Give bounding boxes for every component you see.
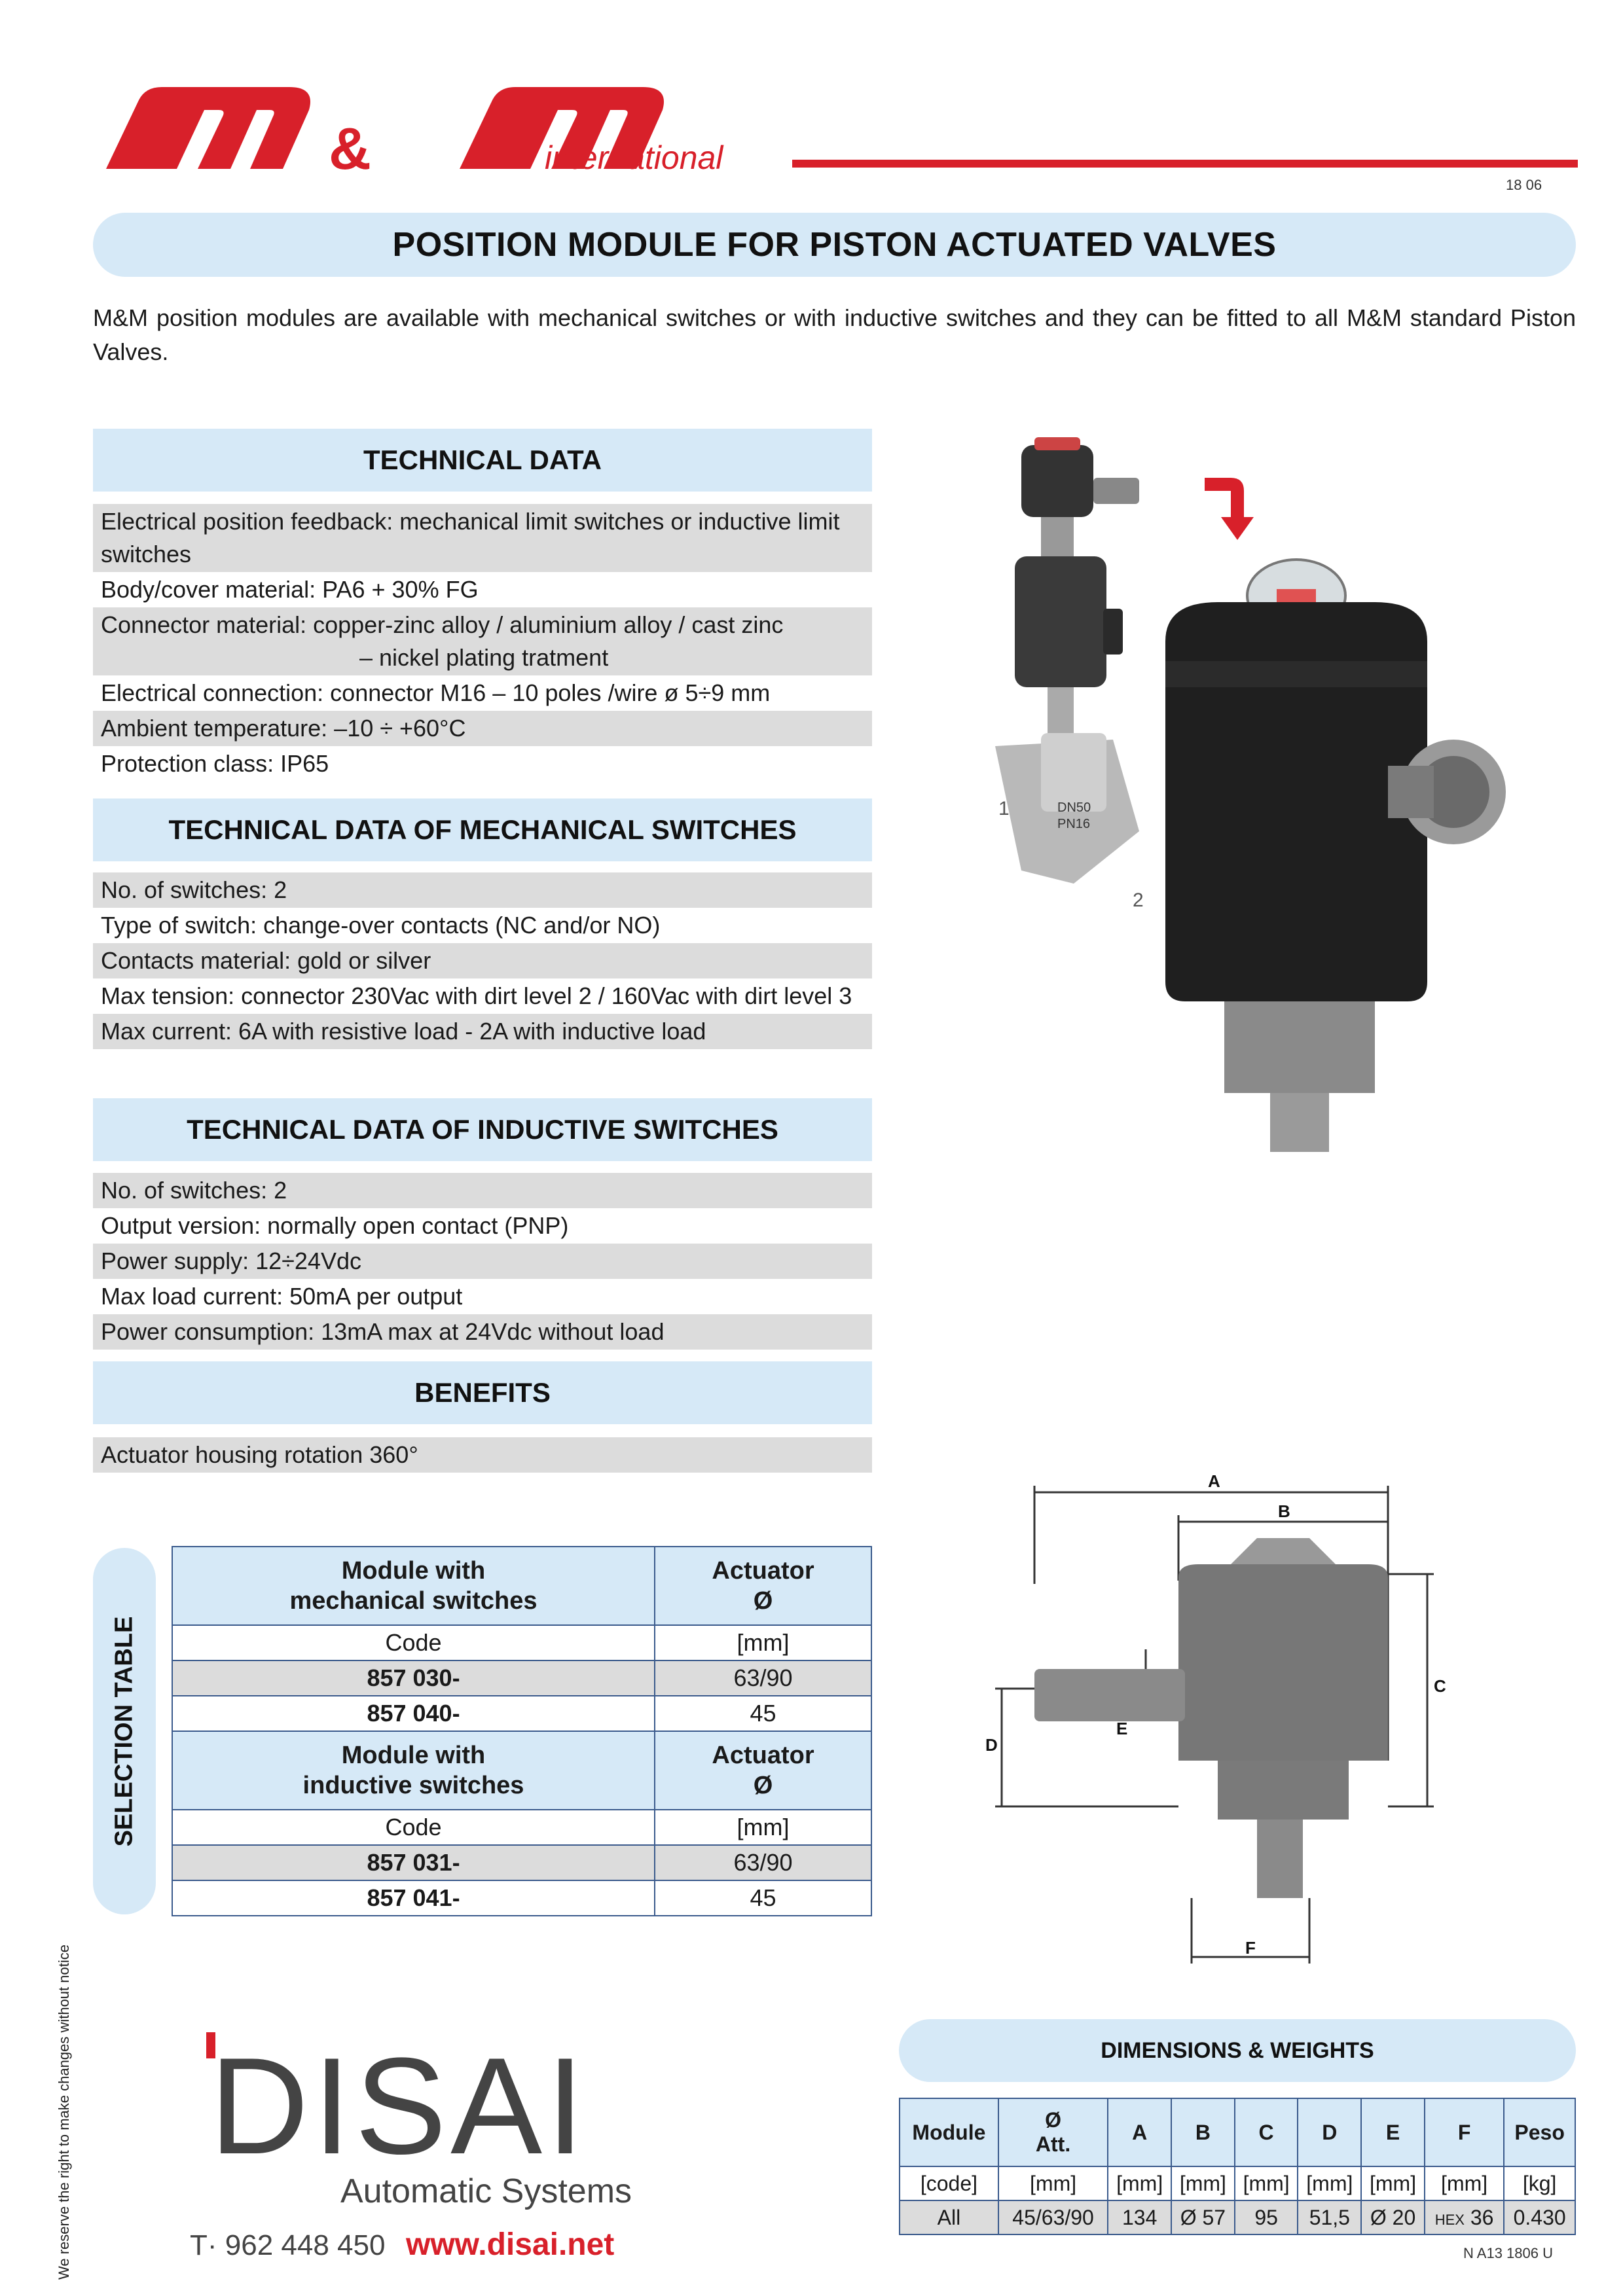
dimensions-table	[899, 2098, 1576, 2235]
table-header-actuator: Actuator Ø	[655, 1547, 871, 1625]
port-2-label: 2	[1133, 889, 1144, 911]
technical-data-list	[93, 504, 872, 781]
list-item: Max current: 6A with resistive load - 2A with inductive load	[93, 1014, 872, 1049]
table-row: 857 031- 63/90	[172, 1845, 871, 1880]
list-item: Power consumption: 13mA max at 24Vdc without load	[93, 1314, 872, 1350]
list-item: Actuator housing rotation 360°	[93, 1437, 872, 1473]
list-item: Ambient temperature: –10 ÷ +60°C	[93, 711, 872, 746]
dn-label: DN50	[1057, 800, 1091, 815]
table-row: 857 030- 63/90	[172, 1660, 871, 1696]
pn-label: PN16	[1057, 817, 1091, 831]
table-row	[172, 1731, 871, 1810]
selection-table	[172, 1546, 872, 1916]
dim-b-label: B	[1278, 1501, 1290, 1521]
dim-d-label: D	[985, 1735, 998, 1755]
list-item: Max load current: 50mA per output	[101, 1283, 463, 1310]
page-title-banner	[93, 213, 1576, 277]
table-header-actuator: Actuator Ø	[655, 1731, 871, 1810]
dimension-drawing	[982, 1473, 1506, 1996]
intro-paragraph: M&M position modules are available with mechanical switches or with inductive switches and they can be fitted to all M&M standard Piston Valves.	[93, 304, 1576, 365]
list-item: Body/cover material: PA6 + 30% FG	[101, 576, 479, 603]
disai-phone: T· 962 448 450	[190, 2229, 386, 2261]
table-row: All 45/63/90 134 Ø 57 95 51,5 Ø 20 HEX 36 0.430	[900, 2200, 1575, 2234]
list-item: Protection class: IP65	[101, 750, 329, 777]
dim-e-label: E	[1116, 1719, 1128, 1738]
table-row: Code [mm]	[172, 1810, 871, 1845]
inductive-switches-heading: TECHNICAL DATA OF INDUCTIVE SWITCHES	[93, 1098, 872, 1161]
dimensions-heading: DIMENSIONS & WEIGHTS	[899, 2019, 1576, 2082]
table-row: Module Ø Att. A B C D E F Peso	[900, 2098, 1575, 2166]
dim-a-label: A	[1208, 1473, 1220, 1491]
dim-c-label: C	[1434, 1676, 1446, 1696]
mechanical-switches-heading: TECHNICAL DATA OF MECHANICAL SWITCHES	[93, 798, 872, 861]
list-item: Max tension: connector 230Vac with dirt level 2 / 160Vac with dirt level 3	[101, 982, 852, 1009]
list-item: Type of switch: change-over contacts (NC and/or NO)	[101, 912, 661, 939]
benefits-heading: BENEFITS	[93, 1361, 872, 1424]
svg-text:&: &	[329, 117, 371, 182]
mm-international-logo	[93, 71, 774, 182]
selection-table-label: SELECTION TABLE	[110, 1616, 138, 1846]
header-red-line	[792, 160, 1578, 168]
list-item: Electrical position feedback: mechanical limit switches or inductive limit switches	[93, 504, 872, 572]
benefits-list	[93, 1437, 872, 1473]
table-row: [code] [mm] [mm] [mm] [mm] [mm] [mm] [mm] [kg]	[900, 2166, 1575, 2200]
list-item: Electrical connection: connector M16 – 10 poles /wire ø 5÷9 mm	[101, 679, 771, 706]
document-reference: N A13 1806 U	[1463, 2245, 1553, 2261]
dim-f-label: F	[1245, 1938, 1256, 1958]
page-title: POSITION MODULE FOR PISTON ACTUATED VALVES	[392, 226, 1277, 264]
inductive-switches-list	[93, 1173, 872, 1350]
product-photo	[917, 425, 1506, 1178]
technical-data-heading: TECHNICAL DATA	[93, 429, 872, 492]
table-header-mechanical: Module with mechanical switches	[172, 1547, 655, 1625]
mechanical-switches-list	[93, 872, 872, 1049]
table-row: 857 041- 45	[172, 1880, 871, 1916]
disai-tagline: Automatic Systems	[340, 2172, 632, 2210]
list-item: Contacts material: gold or silver	[93, 943, 872, 978]
doc-date: 18 06	[1506, 177, 1542, 193]
side-note: We reserve the right to make changes without notice	[56, 1945, 72, 2280]
disai-logo	[190, 2016, 661, 2265]
table-row	[172, 1547, 871, 1625]
list-item: Connector material: copper-zinc alloy / aluminium alloy / cast zinc – nickel plating tratment	[93, 607, 872, 675]
list-item: No. of switches: 2	[93, 1173, 872, 1208]
list-item: No. of switches: 2	[93, 872, 872, 908]
logo-international-text: international	[545, 139, 723, 176]
table-row: Code [mm]	[172, 1625, 871, 1660]
disai-web: www.disai.net	[406, 2227, 615, 2262]
list-item: Power supply: 12÷24Vdc	[93, 1244, 872, 1279]
port-1-label: 1	[998, 798, 1010, 819]
table-header-inductive: Module with inductive switches	[172, 1731, 655, 1810]
list-item: Output version: normally open contact (PNP)	[101, 1212, 569, 1239]
disai-name: DISAI	[210, 2029, 589, 2183]
table-row: 857 040- 45	[172, 1696, 871, 1731]
